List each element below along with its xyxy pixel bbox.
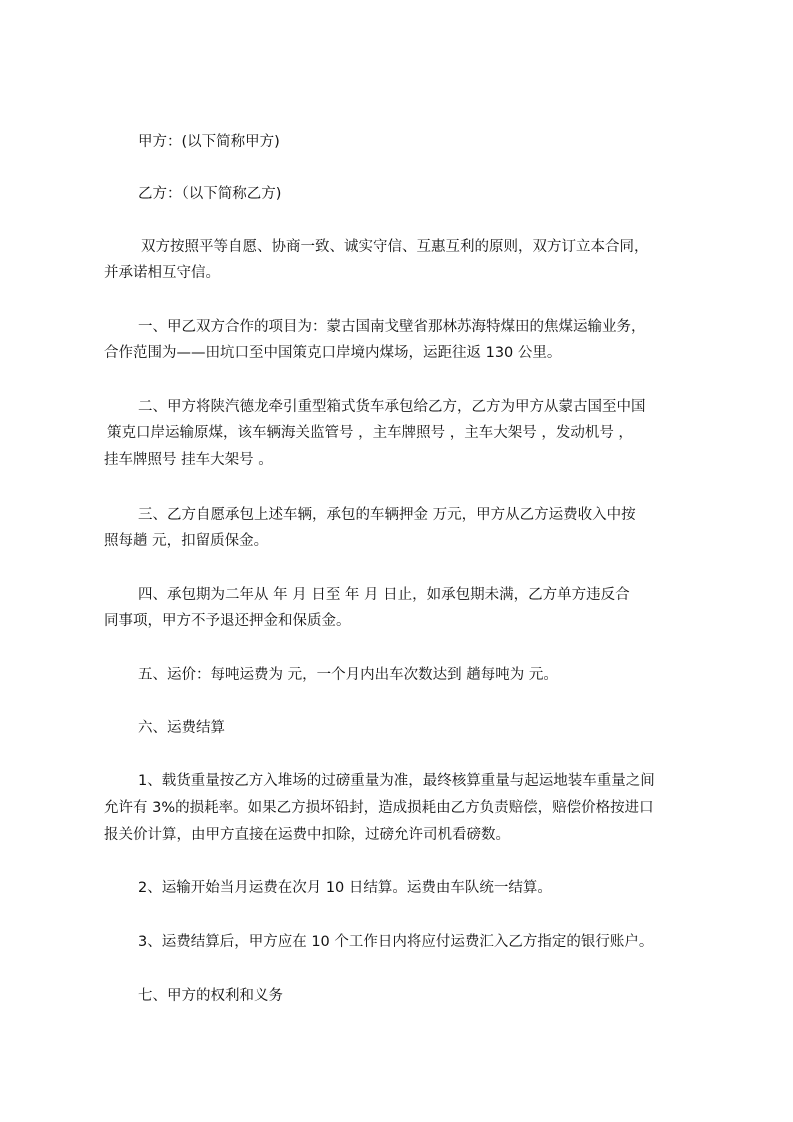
clause4-line-1: 四、承包期为二年从 年 月 日至 年 月 日止，如承包期未满，乙方单方违反合 [138,587,630,603]
settlement2-line: 2、运输开始当月运费在次月 10 日结算。运费由车队统一结算。 [138,880,552,896]
clause2-line-1: 二、甲方将陕汽德龙牵引重型箱式货车承包给乙方，乙方为甲方从蒙古国至中国 [138,399,646,415]
clause3-line-2: 照每趟 元，扣留质保金。 [104,533,269,549]
intro-line-1: 双方按照平等自愿、协商一致、诚实守信、互惠互利的原则，双方订立本合同， [141,239,649,255]
clause2-line-3: 挂车牌照号 挂车大架号 。 [104,452,273,468]
party-a-line: 甲方：(以下简称甲方) [138,134,280,150]
clause1-line-1: 一、甲乙双方合作的项目为：蒙古国南戈壁省那林苏海特煤田的焦煤运输业务， [138,319,646,335]
intro-line-2: 并承诺相互守信。 [104,265,220,281]
settlement3-line: 3、运费结算后，甲方应在 10 个工作日内将应付运费汇入乙方指定的银行账户。 [138,934,654,950]
clause1-line-2: 合作范围为——田坑口至中国策克口岸境内煤场，运距往返 130 公里。 [104,345,562,361]
settlement1-line-3: 报关价计算，由甲方直接在运费中扣除，过磅允许司机看磅数。 [104,827,510,843]
party-b-line: 乙方：（以下简称乙方) [138,186,282,202]
clause7-heading: 七、甲方的权利和义务 [138,988,283,1004]
clause4-line-2: 同事项，甲方不予退还押金和保质金。 [104,613,351,629]
settlement1-line-2: 允许有 3%的损耗率。如果乙方损坏铅封，造成损耗由乙方负责赔偿，赔偿价格按进口 [104,800,654,816]
clause6-heading: 六、运费结算 [138,720,225,736]
clause5-line: 五、运价：每吨运费为 元，一个月内出车次数达到 趟每吨为 元。 [138,667,558,683]
clause2-line-2: 策克口岸运输原煤，该车辆海关监管号 ，主车牌照号 ，主车大架号 ，发动机号 ， [107,425,633,441]
clause3-line-1: 三、乙方自愿承包上述车辆，承包的车辆押金 万元，甲方从乙方运费收入中按 [138,507,636,523]
settlement1-line-1: 1、载货重量按乙方入堆场的过磅重量为准，最终核算重量与起运地装车重量之间 [138,773,655,789]
